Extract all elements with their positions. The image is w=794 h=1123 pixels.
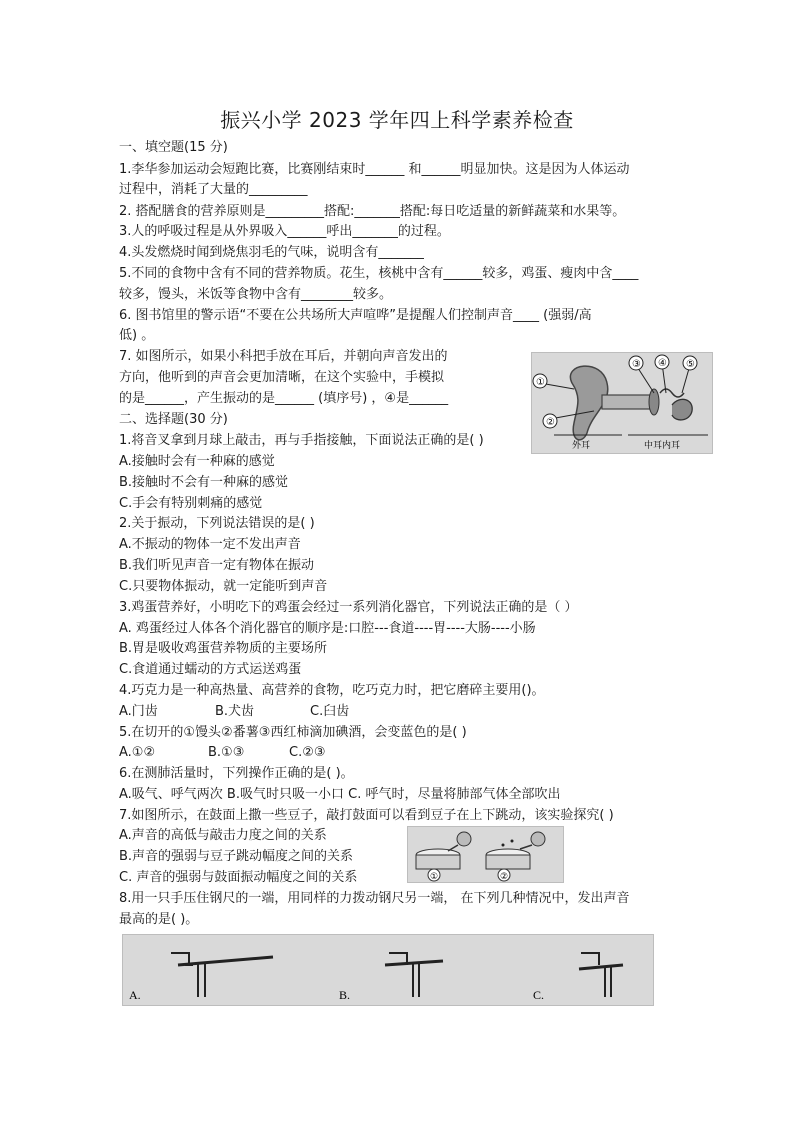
ruler-option-label: A. [129,988,141,1002]
page-title: 振兴小学 2023 学年四上科学素养检查 [220,108,574,132]
question-text: 低) 。 [119,328,155,343]
ear-caption-outer: 外耳 [572,441,591,451]
drum-label: ② [500,872,509,882]
question-text: 3.鸡蛋营养好，小明吃下的鸡蛋会经过一系列消化器官，下列说法正确的是（ ） [119,600,578,615]
answer-option: C.只要物体振动，就一定能听到声音 [119,579,328,594]
answer-option: B.犬齿 [215,704,255,719]
answer-option: C.手会有特别刺痛的感觉 [119,496,263,511]
section-heading-choice: 二、选择题(30 分) [119,412,228,427]
ear-label: ② [546,417,555,428]
ear-caption-inner: 中耳内耳 [644,441,681,451]
question-text: 2.关于振动，下列说法错误的是( ) [119,516,315,531]
ear-label: ④ [658,358,667,369]
question-text: 4.巧克力是一种高热量、高营养的食物，吃巧克力时，把它磨碎主要用()。 [119,683,545,698]
answer-option: B.胃是吸收鸡蛋营养物质的主要场所 [119,641,328,656]
answer-option: A.门齿 [119,704,158,719]
answer-option: B.①③ [208,745,245,760]
ear-label: ① [536,377,545,388]
ruler-option-label: B. [339,988,351,1002]
ear-diagram [531,352,713,454]
question-text: 6.在测肺活量时，下列操作正确的是( )。 [119,766,354,781]
ear-label: ③ [632,359,641,370]
answer-option: B.我们听见声音一定有物体在振动 [119,558,315,573]
question-text: 4.头发燃烧时闻到烧焦羽毛的气味，说明含有_______ [119,245,424,260]
answer-option: A.声音的高低与敲击力度之间的关系 [119,828,327,843]
ear-label: ⑤ [686,359,695,370]
question-text: 1.李华参加运动会短跑比赛，比赛刚结束时______ 和______明显加快。这是因为人体运动 [119,162,630,177]
question-text: 最高的是( )。 [119,912,199,927]
ruler-diagram [122,934,654,1006]
answer-option: A. 鸡蛋经过人体各个消化器官的顺序是:口腔---食道----胃----大肠----小肠 [119,621,536,636]
question-text: 方向，他听到的声音会更加清晰，在这个实验中，手模拟 [119,370,445,385]
question-text: 6. 图书馆里的警示语“不要在公共场所大声喧哗”是提醒人们控制声音____ (强弱/高 [119,308,592,323]
question-text: 3.人的呼吸过程是从外界吸入______呼出_______的过程。 [119,224,450,239]
question-text: 过程中，消耗了大量的_________ [119,182,308,197]
question-text: 5.在切开的①馒头②番薯③西红柿滴加碘酒，会变蓝色的是( ) [119,725,467,740]
answer-option: C. 声音的强弱与鼓面振动幅度之间的关系 [119,870,358,885]
answer-option: B.接触时不会有一种麻的感觉 [119,475,289,490]
drum-label: ① [430,872,439,882]
question-text: 较多，馒头，米饭等食物中含有________较多。 [119,287,393,302]
question-text: 8.用一只手压住钢尺的一端，用同样的力拨动钢尺另一端， 在下列几种情况中，发出声音 [119,891,630,906]
answer-option: A.①② [119,745,156,760]
ruler-option-label: C. [533,988,545,1002]
question-text: 2. 搭配膳食的营养原则是_________搭配:_______搭配:每日吃适量的新鲜蔬菜和水果等。 [119,204,626,219]
question-text: 1.将音叉拿到月球上敲击，再与手指接触，下面说法正确的是( ) [119,433,484,448]
answer-option: C.臼齿 [310,704,350,719]
question-text: 7.如图所示，在鼓面上撒一些豆子，敲打鼓面可以看到豆子在上下跳动，该实验探究( ) [119,808,614,823]
answer-option: C.②③ [289,745,326,760]
answer-option: A.吸气、呼气两次 B.吸气时只吸一小口 C. 呼气时，尽量将肺部气体全部吹出 [119,787,561,802]
answer-option: A.接触时会有一种麻的感觉 [119,454,275,469]
question-text: 的是______，产生振动的是______ (填序号) ，④是______ [119,391,449,406]
question-text: 7. 如图所示，如果小科把手放在耳后，并朝向声音发出的 [119,349,448,364]
answer-option: B.声音的强弱与豆子跳动幅度之间的关系 [119,849,354,864]
section-heading-fill-blank: 一、填空题(15 分) [119,140,228,155]
answer-option: A.不振动的物体一定不发出声音 [119,537,301,552]
answer-option: C.食道通过蠕动的方式运送鸡蛋 [119,662,302,677]
question-text: 5.不同的食物中含有不同的营养物质。花生，核桃中含有______较多，鸡蛋、瘦肉中含____ [119,266,639,281]
drum-bean-diagram [407,826,564,883]
